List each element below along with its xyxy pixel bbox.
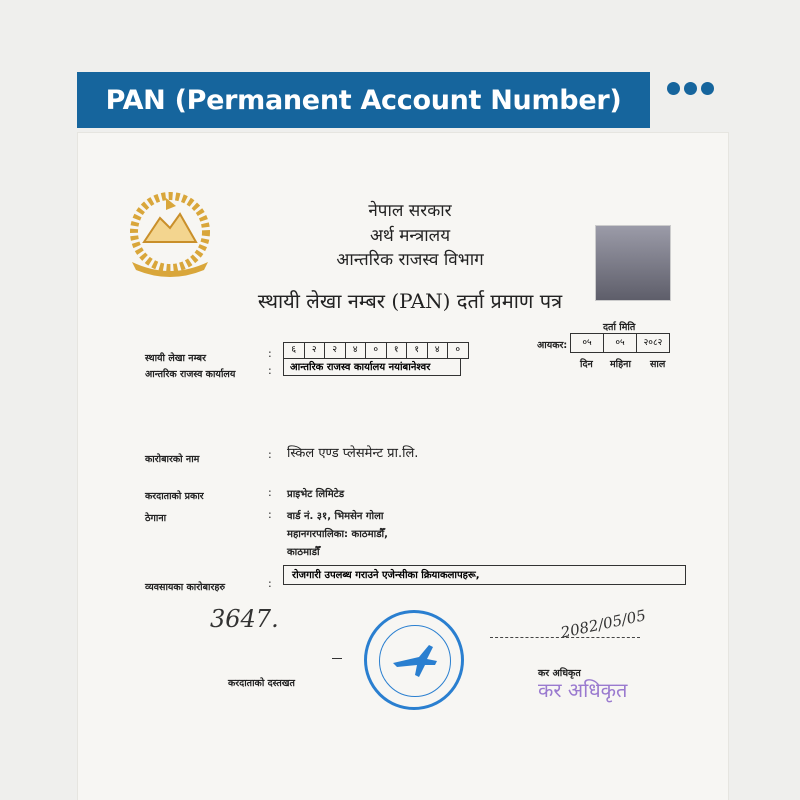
date-day: ०५	[571, 334, 604, 352]
taxpayer-signature: 3647.	[210, 605, 279, 633]
page-title: PAN (Permanent Account Number)	[77, 72, 650, 128]
taxpayer-type-label: करदाताको प्रकार	[145, 491, 204, 502]
pan-digit: ४	[428, 343, 449, 358]
pan-digit: २	[325, 343, 346, 358]
date-month: ०५	[604, 334, 637, 352]
pan-digit: ०	[366, 343, 387, 358]
company-stamp	[364, 610, 464, 710]
pan-digit: २	[305, 343, 326, 358]
date-year: २०८२	[643, 338, 663, 348]
office-label: आन्तरिक राजस्व कार्यालय	[145, 369, 236, 380]
pan-digit: ०	[455, 345, 461, 355]
pan-number-box	[283, 342, 469, 359]
officer-stamp: कर अधिकृत	[538, 678, 628, 702]
more-horizontal-icon[interactable]	[667, 82, 714, 95]
colon: :	[268, 508, 272, 521]
address-line-1: वार्ड नं. ३१, भिमसेन गोला	[287, 511, 384, 522]
applicant-photo	[595, 225, 671, 301]
day-label: दिन	[580, 359, 593, 370]
income-tax-label: आयकर:	[537, 340, 568, 351]
office-value: आन्तरिक राजस्व कार्यालय नयांबानेश्वर	[283, 359, 461, 376]
taxpayer-type-value: प्राइभेट लिमिटेड	[287, 489, 345, 500]
gov-line-3: आन्तरिक राजस्व विभाग	[336, 250, 484, 270]
officer-label: कर अधिकृत	[538, 668, 581, 679]
pan-label: स्थायी लेखा नम्बर	[145, 353, 206, 364]
business-name-label: कारोबारको नाम	[145, 454, 200, 465]
gov-line-1: नेपाल सरकार	[368, 201, 452, 221]
pan-digit: ४	[346, 343, 367, 358]
business-activity-value: रोजगारी उपलब्ध गराउने एजेन्सीका क्रियाकलापहरू,	[283, 565, 686, 585]
address-line-3: काठमाडौँ	[287, 547, 320, 558]
pan-digit: ६	[284, 343, 305, 358]
colon: :	[268, 448, 272, 461]
document-title: स्थायी लेखा नम्बर (PAN) दर्ता प्रमाण पत्र	[257, 289, 563, 313]
business-activity-label: व्यवसायका कारोबारहरु	[145, 582, 226, 593]
taxpayer-signature-label: करदाताको दस्तखत	[228, 678, 295, 689]
airplane-icon	[389, 639, 441, 683]
address-label: ठेगाना	[145, 513, 167, 524]
business-name-value: स्किल एण्ड प्लेसमेन्ट प्रा.लि.	[287, 446, 419, 461]
address-line-2: महानगरपालिका: काठमाडौँ,	[287, 529, 388, 540]
colon: :	[268, 486, 272, 499]
colon: :	[268, 577, 272, 590]
registration-date-box	[570, 333, 670, 353]
registration-date-title: दर्ता मिति	[603, 322, 636, 333]
divider	[332, 658, 342, 659]
pan-digit: १	[407, 343, 428, 358]
gov-line-2: अर्थ मन्त्रालय	[369, 226, 451, 246]
officer-signature: 2082/05/05	[559, 606, 648, 642]
pan-digit: १	[387, 343, 408, 358]
month-label: महिना	[610, 359, 631, 370]
colon: :	[268, 364, 272, 377]
year-label: साल	[650, 359, 666, 370]
colon: :	[268, 347, 272, 360]
